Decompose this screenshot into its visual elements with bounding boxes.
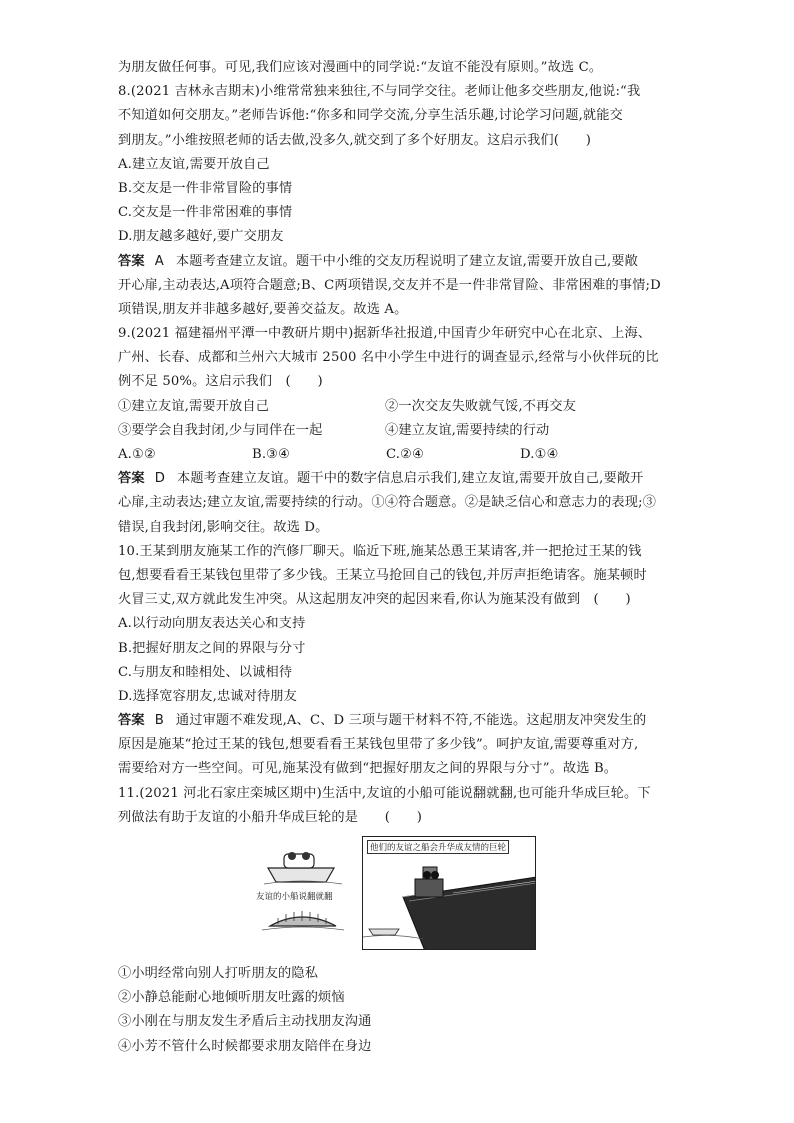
question-stem-line: 8.(2021 吉林永吉期末)小维常常独来独往,不与同学交往。老师让他多交些朋友,他说:“我 [118, 84, 641, 100]
answer-label: 答案 [118, 713, 145, 729]
document-page [118, 56, 678, 1059]
statement-2: ②小静总能耐心地倾听朋友吐露的烦恼 [118, 990, 345, 1006]
answer-key: B [154, 713, 164, 729]
comic-figure [118, 836, 678, 958]
statement-row [118, 419, 678, 443]
text-line: 为朋友做任何事。可见,我们应该对漫画中的同学说:“友谊不能没有原则。”故选 C。 [118, 60, 603, 75]
left-comic-caption: 友谊的小船说翻就翻 [256, 892, 333, 902]
question-stem-line: 10.王某到朋友施某工作的汽修厂聊天。临近下班,施某怂恿王某请客,并一把抢过王某的钱 [118, 543, 642, 559]
question-stem-line: 列做法有助于友谊的小船升华成巨轮的是 ( ) [118, 809, 423, 825]
big-ship-comic [362, 836, 536, 950]
statement-1: ①小明经常向别人打听朋友的隐私 [118, 966, 319, 981]
small-boat-comic [254, 838, 350, 950]
question-8 [118, 80, 678, 322]
statement-3: ③小刚在与朋友发生矛盾后主动找朋友沟通 [118, 1014, 372, 1030]
question-11 [118, 782, 678, 1059]
option-b: B.把握好朋友之间的界限与分寸 [118, 640, 306, 656]
question-stem-line: 不知道如何交朋友。”老师告诉他:“你多和同学交流,分享生活乐趣,讨论学习问题,就能交 [118, 108, 623, 124]
statement-2: ②一次交友失败就气馁,不再交友 [385, 398, 577, 414]
explanation-line: 开心扉,主动表达,A项符合题意;B、C两项错误,交友并不是一件非常冒险、非常困难的事情;D [118, 277, 661, 293]
answer-line [118, 467, 678, 491]
option-c: C.与朋友和睦相处、以诚相待 [118, 664, 293, 680]
statement-4: ④小芳不管什么时候都要求朋友陪伴在身边 [118, 1038, 372, 1054]
option-a: A.建立友谊,需要开放自己 [118, 156, 270, 172]
option-c: C.②④ [386, 447, 425, 462]
statement-3: ③要学会自我封闭,少与同伴在一起 [118, 422, 323, 438]
question-stem-line: 到朋友。”小维按照老师的话去做,没多久,就交到了多个好朋友。这启示我们( ) [118, 132, 592, 148]
question-9 [118, 322, 678, 540]
option-d: D.①④ [520, 447, 559, 462]
question-stem-line: 例不足 50%。这启示我们 ( ) [118, 374, 323, 390]
explanation-text: 本题考查建立友谊。题干中的数字信息启示我们,建立友谊,需要开放自己,要敞开 [177, 471, 644, 487]
explanation-text: 通过审题不难发现,A、C、D 三项与题干材料不符,不能选。这起朋友冲突发生的 [175, 713, 647, 729]
question-stem-line: 火冒三丈,双方就此发生冲突。从这起朋友冲突的起因来看,你认为施某没有做到 ( ) [118, 592, 631, 608]
option-a: A.以行动向朋友表达关心和支持 [118, 616, 306, 632]
option-b: B.③④ [252, 447, 291, 462]
statement-1: ①建立友谊,需要开放自己 [118, 398, 270, 414]
option-a: A.①② [118, 447, 156, 462]
explanation-line: 原因是施某“抢过王某的钱包,想要看看王某钱包里带了多少钱”。呵护友谊,需要尊重对方, [118, 737, 639, 753]
question-stem-line: 广州、长春、成都和兰州六大城市 2500 名中小学生中进行的调查显示,经常与小伙伴玩的比 [118, 350, 659, 366]
option-d: D.朋友越多越好,要广交朋友 [118, 229, 284, 245]
question-stem-line: 11.(2021 河北石家庄栾城区期中)生活中,友谊的小船可能说翻就翻,也可能升华成巨轮。下 [118, 785, 651, 801]
explanation-line: 错误,自我封闭,影响交往。故选 D。 [118, 519, 329, 535]
explanation-line: 项错误,朋友并非越多越好,要善交益友。故选 A。 [118, 301, 408, 317]
answer-key: D [154, 471, 165, 487]
question-stem-line: 包,想要看看王某钱包里带了多少钱。王某立马抢回自己的钱包,并厉声拒绝请客。施某顿时 [118, 567, 647, 583]
explanation-text: 本题考查建立友谊。题干中小维的交友历程说明了建立友谊,需要开放自己,要敞 [175, 253, 639, 269]
statement-4: ④建立友谊,需要持续的行动 [385, 422, 550, 438]
options-row [118, 443, 678, 467]
explanation-line: 需要给对方一些空间。可见,施某没有做到“把握好朋友之间的界限与分寸”。故选 B。 [118, 761, 618, 777]
right-comic-caption: 他们的友谊之船会升华成友情的巨轮 [367, 840, 509, 854]
option-c: C.交友是一件非常困难的事情 [118, 205, 293, 221]
question-10 [118, 540, 678, 782]
option-b: B.交友是一件非常冒险的事情 [118, 180, 293, 196]
answer-key: A [154, 253, 164, 269]
option-d: D.选择宽容朋友,忠诚对待朋友 [118, 688, 297, 704]
explanation-line: 心扉,主动表达;建立友谊,需要持续的行动。①④符合题意。②是缺乏信心和意志力的表现;③ [118, 495, 657, 511]
statement-row [118, 395, 678, 419]
answer-line [118, 709, 678, 733]
answer-line [118, 250, 678, 274]
question-stem-line: 9.(2021 福建福州平潭一中教研片期中)据新华社报道,中国青少年研究中心在北京、上海、 [118, 326, 652, 342]
answer-label: 答案 [118, 253, 145, 269]
answer-label: 答案 [118, 471, 145, 487]
